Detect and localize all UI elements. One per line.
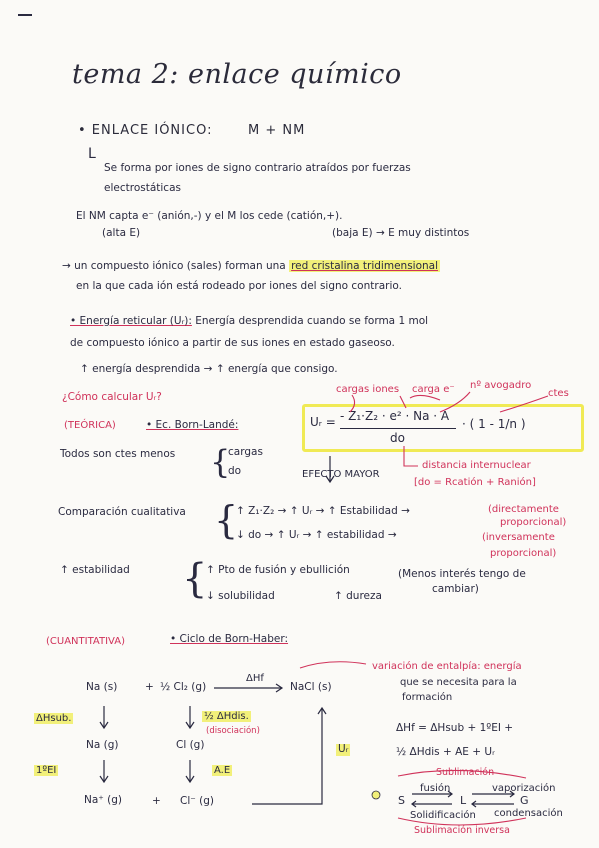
ionic-definition-line2: electrostáticas [104, 182, 181, 194]
alta-energy: (alta E) [102, 227, 141, 239]
comparacion-label: Comparación cualitativa [58, 506, 186, 518]
label-avogadro: nº avogadro [470, 380, 532, 391]
formula-parenthesis: · ( 1 - 1/n ) [462, 417, 526, 431]
page-title: tema 2: enlace químico [72, 59, 402, 90]
ciclo-born-haber: • Ciclo de Born-Haber: [170, 633, 289, 645]
brace-comparacion: { [214, 498, 239, 542]
arrow-ur-up [252, 708, 322, 804]
comparacion-row2: ↓ do → ↑ Uᵣ → ↑ estabilidad → [236, 529, 397, 541]
phase-l: L [460, 794, 467, 807]
ionic-heading: • ENLACE IÓNICO: [78, 123, 213, 138]
ionic-definition-line1: Se forma por iones de signo contrario atraídos por fuerzas [104, 162, 411, 174]
variacion-line3: formación [402, 692, 453, 703]
phase-s: S [398, 794, 405, 807]
plus-sign-2: + [152, 795, 161, 807]
estabilidad-r2b: ↑ dureza [334, 590, 382, 602]
dhf-label: ΔHf [246, 673, 264, 684]
estabilidad-r1: ↑ Pto de fusión y ebullición [206, 564, 350, 576]
estabilidad-r2: ↓ solubilidad [206, 590, 275, 602]
ec-born-lande: • Ec. Born-Landé: [146, 419, 239, 431]
comparacion-row1: ↑ Z₁·Z₂ → ↑ Uᵣ → ↑ Estabilidad → [236, 505, 410, 517]
calc-question: ¿Cómo calcular Uᵣ? [62, 391, 162, 403]
todos-menos: Todos son ctes menos [60, 448, 176, 460]
ae-label: A.E [214, 765, 231, 776]
distancia-internuclear: distancia internuclear [422, 460, 531, 471]
label-cargas-iones: cargas iones [336, 384, 400, 395]
cuantitativa-label: (CUANTITATIVA) [46, 636, 125, 647]
na-solid: Na (s) [86, 681, 118, 693]
compuesto-text: → un compuesto iónico (sales) forman una [62, 260, 286, 272]
teorica-label: (TEÓRICA) [64, 420, 116, 431]
row2-note2: proporcional) [490, 548, 557, 559]
cl-ion: Cl⁻ (g) [180, 795, 214, 807]
phase-g: G [520, 794, 529, 807]
na-ion: Na⁺ (g) [84, 794, 123, 806]
row2-note1: (inversamente [482, 532, 555, 543]
corner-arrow: L [88, 146, 96, 162]
estabilidad-label: ↑ estabilidad [60, 564, 130, 576]
equation-line1: ΔHf = ΔHsub + 1ºEI + [396, 722, 514, 734]
do-relation: [do = Rcatión + Ranión] [414, 477, 536, 488]
brace-estabilidad: { [182, 556, 208, 602]
red-cristalina: red cristalina tridimensional [291, 260, 439, 272]
variacion-line1: variación de entalpía: energía [372, 661, 522, 672]
formula-denominator: do [390, 431, 405, 445]
phase-condensacion: condensación [494, 808, 563, 819]
compuesto-line2: en la que cada ión está rodeado por iones del signo contrario. [76, 280, 402, 292]
brace-cargas: { [210, 443, 231, 481]
cl-gas: Cl (g) [176, 739, 205, 751]
estabilidad-r1-note1: (Menos interés tengo de [398, 568, 526, 580]
row1-note2: proporcional) [500, 517, 567, 528]
ur-label: Uᵣ [338, 743, 349, 755]
plus-sign: + [145, 681, 154, 693]
phase-sub-inversa: Sublimación inversa [414, 825, 510, 836]
phase-fusion: fusión [420, 783, 451, 794]
lightbulb-icon [372, 791, 380, 799]
na-gas: Na (g) [86, 739, 119, 751]
label-carga-e: carga e⁻ [412, 384, 455, 395]
ei-label: 1ºEI [36, 765, 57, 776]
phase-vaporizacion: vaporización [492, 783, 556, 794]
equation-line2: ½ ΔHdis + AE + Uᵣ [396, 746, 495, 758]
formula-numerator: - Z₁·Z₂ · e² · Na · A [340, 409, 450, 423]
ionic-heading-formula: M + NM [248, 123, 306, 138]
baja-energy: (baja E) → E muy distintos [332, 227, 470, 239]
cl2-gas: ½ Cl₂ (g) [160, 681, 207, 693]
label-ctes: ctes [548, 388, 569, 399]
do-item: do [228, 465, 242, 477]
efecto-mayor: EFECTO MAYOR [302, 469, 380, 480]
formula-lhs: Uᵣ = [310, 415, 336, 429]
variacion-line2: que se necesita para la [400, 677, 517, 688]
disociacion-note: (disociación) [206, 726, 260, 736]
energia-arrow-line: ↑ energía desprendida → ↑ energía que consigo. [80, 363, 338, 375]
energia-def2: de compuesto iónico a partir de sus iones en estado gaseoso. [70, 337, 395, 349]
nm-line: El NM capta e⁻ (anión,-) y el M los cede (catión,+). [76, 210, 343, 222]
energia-def1: Energía desprendida cuando se forma 1 mol [195, 315, 429, 327]
phase-solidificacion: Solidificación [410, 810, 476, 821]
energia-term: • Energía reticular (Uᵣ): [70, 315, 192, 327]
estabilidad-r1-note2: cambiar) [432, 583, 479, 595]
phase-sublimacion: Sublimación [436, 767, 495, 778]
dhsub-label: ΔHsub. [36, 713, 72, 724]
nacl-solid: NaCl (s) [290, 681, 332, 693]
dhdis-label: ½ ΔHdis. [204, 711, 249, 722]
row1-note1: (directamente [488, 504, 559, 515]
cargas-item: cargas [228, 446, 263, 458]
